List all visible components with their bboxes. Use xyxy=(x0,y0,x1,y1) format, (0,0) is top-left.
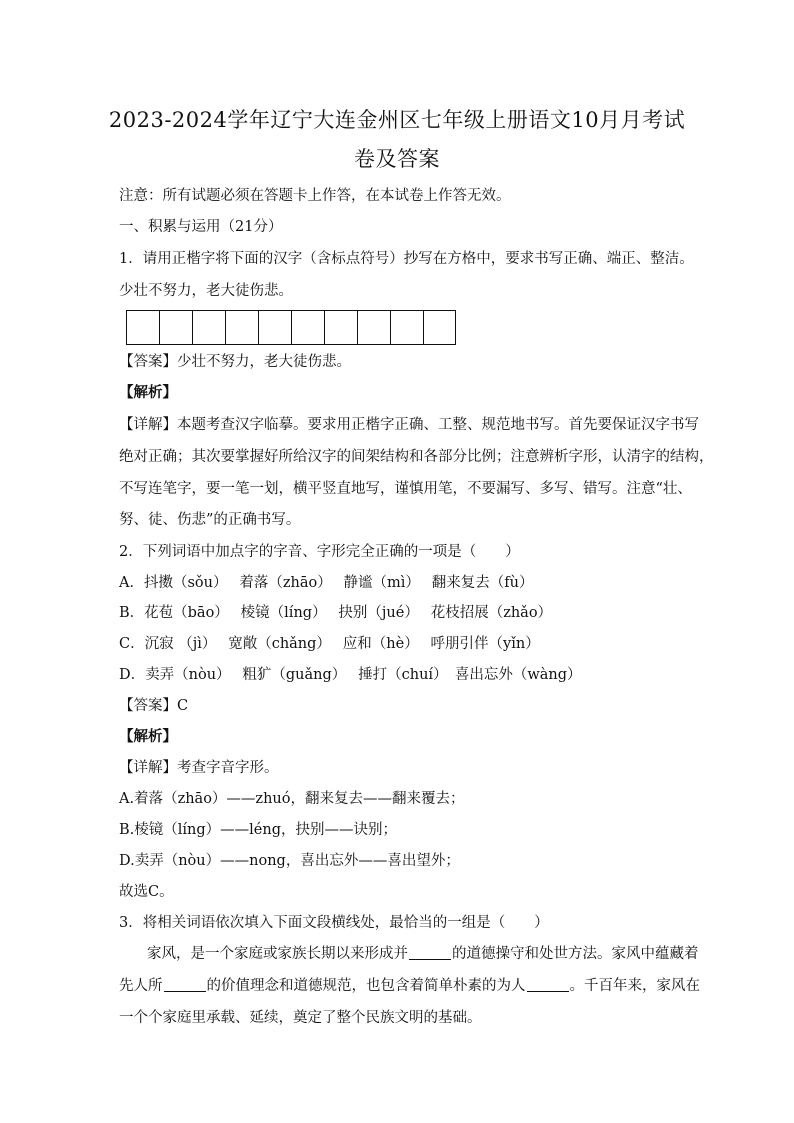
question-2-answer: 【答案】C xyxy=(119,698,189,714)
option-c: C．沉寂 （jì） 宽敞（chǎng） 应和（hè） 呼朋引伴（yǐn） xyxy=(119,636,540,652)
question-1-detail-line: 不写连笔字，要一笔一划，横平竖直地写，谨慎用笔，不要漏写、多写、错写。注意“壮、 xyxy=(119,481,692,497)
fill-blank xyxy=(164,977,206,992)
grid-cell xyxy=(192,311,225,344)
correction-line: A.着落（zhāo）——zhuó，翻来复去——翻来覆去； xyxy=(119,791,465,807)
question-1-analysis-label: 【解析】 xyxy=(119,384,177,401)
grid-cell xyxy=(390,311,423,344)
question-3-stem: 3．将相关词语依次填入下面文段横线处，最恰当的一组是（ ） xyxy=(119,915,549,931)
grid-cell xyxy=(126,311,159,344)
option-b: B．花苞（bāo） 棱镜（líng） 抉别（jué） 花枝招展（zhǎo） xyxy=(119,605,553,621)
grid-cell xyxy=(225,311,258,344)
grid-cell xyxy=(159,311,192,344)
passage-text: 的价值理念和道德规范，也包含着简单朴素的为人 xyxy=(206,978,526,994)
passage-text: 先人所 xyxy=(119,978,163,994)
option-a: A．抖擞（sǒu） 着落（zhāo） 静谧（mì） 翻来复去（fù） xyxy=(119,575,534,591)
question-1-text: 少壮不努力，老大徒伤悲。 xyxy=(119,283,293,299)
grid-cell xyxy=(324,311,357,344)
page-title-continued: 卷及答案 xyxy=(354,147,440,171)
passage-text: 家风，是一个家庭或家族长期以来形成并 xyxy=(147,946,408,962)
passage-line xyxy=(119,977,700,995)
question-1-detail-line: 【详解】本题考查汉字临摹。要求用正楷字正确、工整、规范地书写。首先要保证汉字书写 xyxy=(119,417,699,433)
notice-text: 注意：所有试题必须在答题卡上作答，在本试卷上作答无效。 xyxy=(119,188,511,204)
passage-text: 的道德操守和处世方法。家风中蕴藏着 xyxy=(452,946,699,962)
fill-blank xyxy=(527,977,569,992)
question-1-detail-line: 绝对正确；其次要掌握好所给汉字的间架结构和各部分比例；注意辨析字形，认清字的结构， xyxy=(119,449,714,465)
question-2-stem: 2．下列词语中加点字的字音、字形完全正确的一项是（ ） xyxy=(119,544,520,560)
question-2-detail: 【详解】考查字音字形。 xyxy=(119,760,279,776)
passage-line xyxy=(147,945,699,963)
grid-cell xyxy=(258,311,291,344)
grid-cell xyxy=(357,311,390,344)
fill-blank xyxy=(409,945,451,960)
correction-line: B.棱镜（líng）——léng，抉别——诀别； xyxy=(119,822,397,838)
writing-grid xyxy=(126,310,456,345)
passage-text: 。千百年来，家风在 xyxy=(569,978,700,994)
grid-cell xyxy=(423,311,456,344)
section-heading: 一、积累与运用（21分） xyxy=(119,219,283,235)
question-1-answer: 【答案】少壮不努力，老大徒伤悲。 xyxy=(119,354,351,370)
correction-line: 故选C。 xyxy=(119,884,174,900)
question-2-analysis-label: 【解析】 xyxy=(119,728,177,745)
question-1-detail-line: 努、徒、伤悲”的正确书写。 xyxy=(119,512,301,528)
correction-line: D.卖弄（nòu）——nong，喜出忘外——喜出望外； xyxy=(119,853,460,869)
page-title: 2023-2024学年辽宁大连金州区七年级上册语文10月月考试 xyxy=(108,108,686,132)
option-d: D．卖弄（nòu） 粗犷（guǎng） 捶打（chuí） 喜出忘外（wàng） xyxy=(119,667,582,683)
grid-cell xyxy=(291,311,324,344)
passage-line: 一个个家庭里承载、延续，奠定了整个民族文明的基础。 xyxy=(119,1010,482,1026)
question-1-stem: 1．请用正楷字将下面的汉字（含标点符号）抄写在方格中，要求书写正确、端正、整洁。 xyxy=(119,251,694,267)
